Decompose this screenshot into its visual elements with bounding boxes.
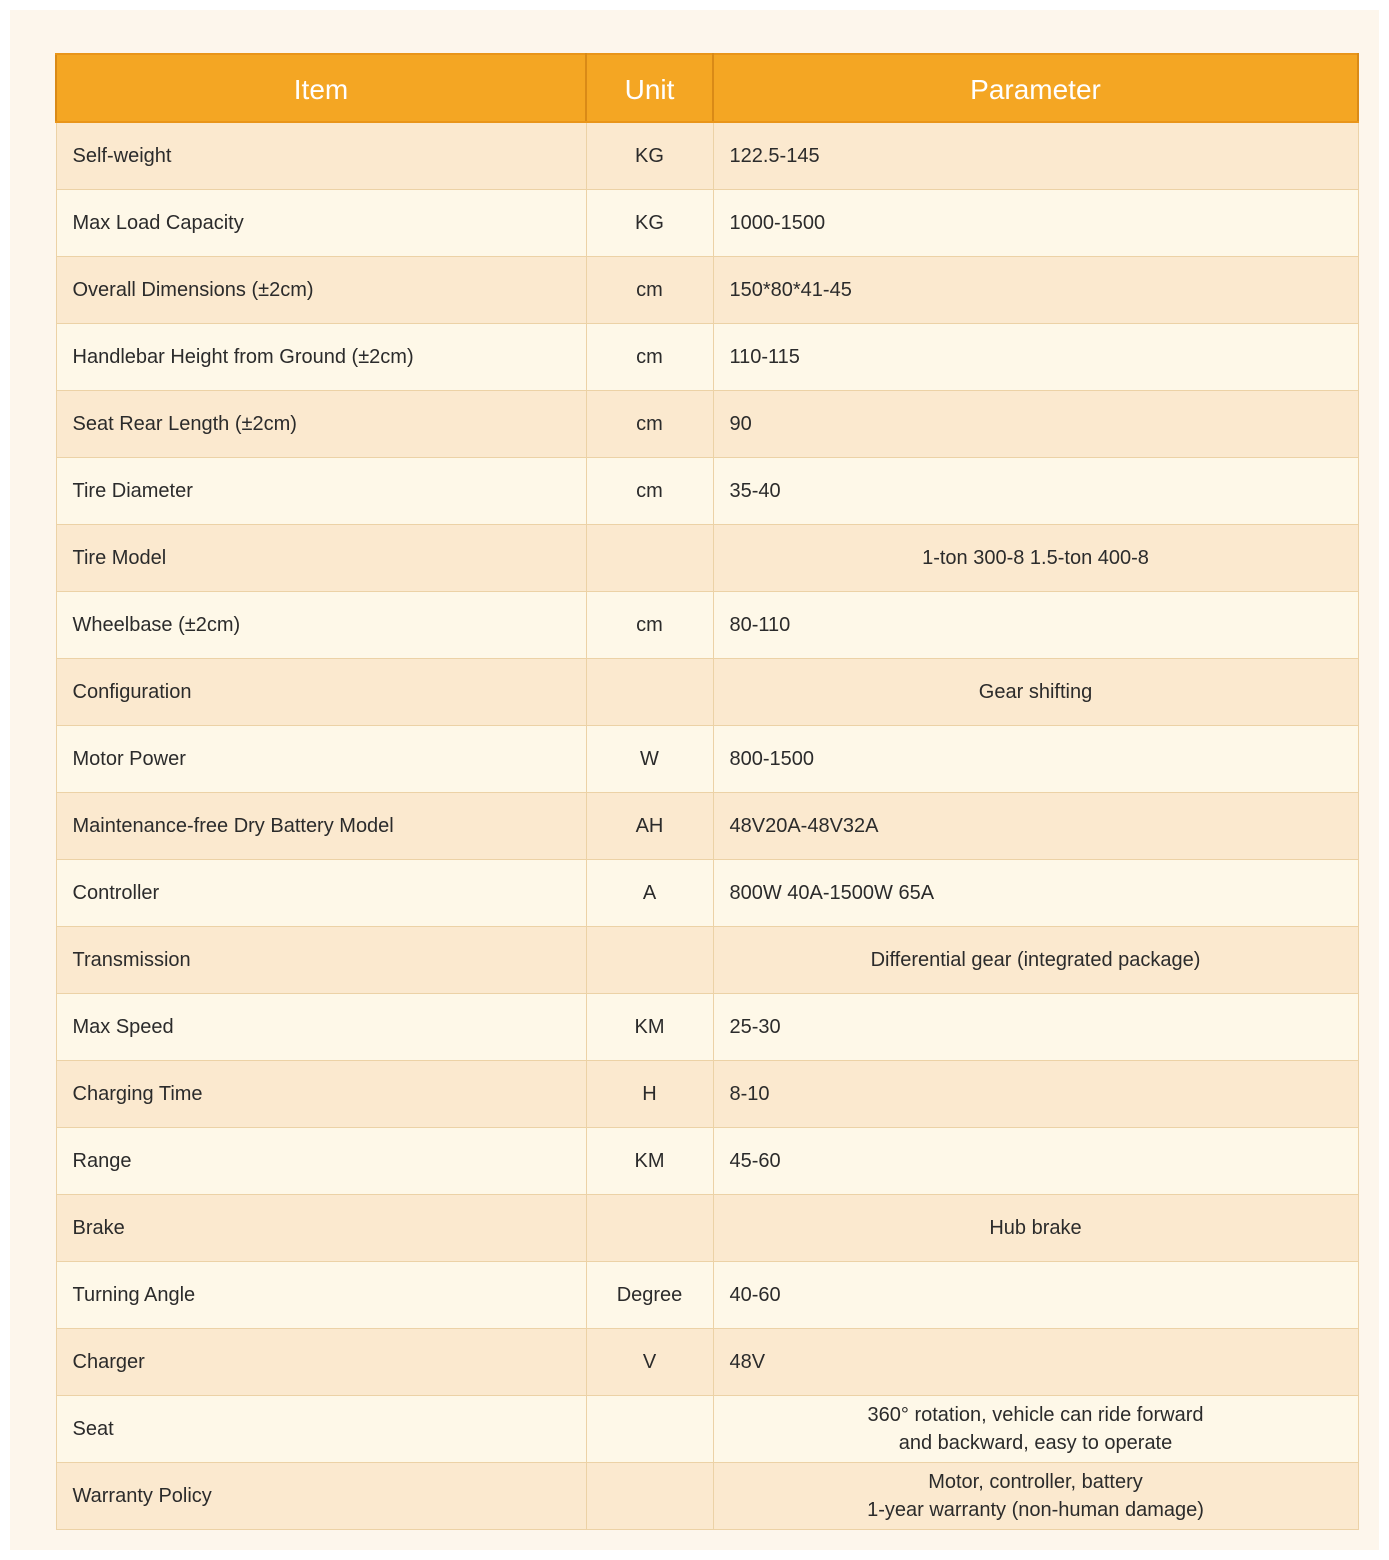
table-row [56, 524, 1358, 591]
cell-item: Range [56, 1127, 586, 1194]
cell-unit [586, 926, 713, 993]
table-row [56, 658, 1358, 725]
cell-parameter [713, 993, 1358, 1060]
cell-unit: KG [586, 122, 713, 189]
table-row [56, 591, 1358, 658]
page-background [10, 10, 1379, 1550]
spec-table [55, 53, 1359, 1530]
table-body [56, 122, 1358, 1529]
cell-unit [586, 1395, 713, 1462]
table-row [56, 1462, 1358, 1529]
parameter-line: Hub brake [989, 1216, 1082, 1239]
cell-item: Maintenance-free Dry Battery Model [56, 792, 586, 859]
cell-item: Wheelbase (±2cm) [56, 591, 586, 658]
table-row [56, 926, 1358, 993]
parameter-line: 90 [729, 412, 752, 435]
cell-unit: cm [586, 591, 713, 658]
table-row [56, 1328, 1358, 1395]
cell-item: Brake [56, 1194, 586, 1261]
header-unit: Unit [586, 54, 713, 122]
cell-parameter [713, 122, 1358, 189]
parameter-line: 45-60 [729, 1149, 781, 1172]
cell-parameter [713, 1127, 1358, 1194]
parameter-line: 35-40 [729, 479, 781, 502]
cell-item: Seat [56, 1395, 586, 1462]
table-row [56, 725, 1358, 792]
cell-parameter [713, 457, 1358, 524]
cell-parameter [713, 256, 1358, 323]
cell-parameter [713, 1462, 1358, 1529]
cell-item: Max Load Capacity [56, 189, 586, 256]
cell-parameter [713, 1261, 1358, 1328]
cell-unit: H [586, 1060, 713, 1127]
parameter-line: 110-115 [729, 345, 800, 368]
table-row [56, 859, 1358, 926]
cell-item: Self-weight [56, 122, 586, 189]
parameter-line: 48V [729, 1350, 766, 1373]
cell-item: Turning Angle [56, 1261, 586, 1328]
parameter-line: 800-1500 [729, 747, 815, 770]
cell-parameter [713, 323, 1358, 390]
cell-unit [586, 1194, 713, 1261]
cell-item: Max Speed [56, 993, 586, 1060]
header-item: Item [56, 54, 586, 122]
table-row [56, 1395, 1358, 1462]
cell-parameter [713, 792, 1358, 859]
cell-parameter [713, 1060, 1358, 1127]
parameter-line: 122.5-145 [729, 144, 820, 167]
table-row [56, 1261, 1358, 1328]
cell-unit: cm [586, 390, 713, 457]
cell-parameter [713, 390, 1358, 457]
cell-parameter [713, 658, 1358, 725]
cell-unit: KG [586, 189, 713, 256]
cell-item: Seat Rear Length (±2cm) [56, 390, 586, 457]
cell-item: Charging Time [56, 1060, 586, 1127]
parameter-line: Gear shifting [978, 680, 1093, 703]
cell-item: Handlebar Height from Ground (±2cm) [56, 323, 586, 390]
cell-unit: A [586, 859, 713, 926]
cell-item: Overall Dimensions (±2cm) [56, 256, 586, 323]
table-row [56, 792, 1358, 859]
cell-item: Transmission [56, 926, 586, 993]
cell-parameter [713, 1194, 1358, 1261]
cell-item: Tire Diameter [56, 457, 586, 524]
parameter-line: Motor, controller, battery [928, 1470, 1143, 1493]
parameter-line: 80-110 [729, 613, 791, 636]
table-row [56, 323, 1358, 390]
cell-unit: W [586, 725, 713, 792]
table-row [56, 1060, 1358, 1127]
cell-item: Controller [56, 859, 586, 926]
parameter-line: 1000-1500 [729, 211, 826, 234]
cell-unit: cm [586, 256, 713, 323]
parameter-line: 25-30 [729, 1015, 781, 1038]
parameter-line: 40-60 [729, 1283, 781, 1306]
parameter-line: Differential gear (integrated package) [870, 948, 1201, 971]
table-row [56, 1194, 1358, 1261]
table-row [56, 1127, 1358, 1194]
cell-item: Tire Model [56, 524, 586, 591]
parameter-line: 800W 40A-1500W 65A [729, 881, 935, 904]
cell-item: Motor Power [56, 725, 586, 792]
cell-unit: V [586, 1328, 713, 1395]
parameter-line: and backward, easy to operate [898, 1431, 1173, 1454]
parameter-line: 8-10 [729, 1082, 770, 1105]
cell-parameter [713, 725, 1358, 792]
table-row [56, 457, 1358, 524]
cell-unit [586, 658, 713, 725]
cell-item: Charger [56, 1328, 586, 1395]
header-row [56, 54, 1358, 122]
cell-parameter [713, 591, 1358, 658]
table-row [56, 390, 1358, 457]
cell-parameter [713, 189, 1358, 256]
parameter-line: 48V20A-48V32A [729, 814, 879, 837]
cell-item: Configuration [56, 658, 586, 725]
parameter-line: 150*80*41-45 [729, 278, 852, 301]
cell-parameter [713, 926, 1358, 993]
cell-unit [586, 524, 713, 591]
cell-parameter [713, 859, 1358, 926]
cell-unit: KM [586, 993, 713, 1060]
cell-unit: AH [586, 792, 713, 859]
table-row [56, 189, 1358, 256]
cell-item: Warranty Policy [56, 1462, 586, 1529]
parameter-line: 1-year warranty (non-human damage) [867, 1498, 1204, 1521]
table-row [56, 993, 1358, 1060]
cell-unit: cm [586, 457, 713, 524]
table-row [56, 122, 1358, 189]
cell-unit: KM [586, 1127, 713, 1194]
cell-unit [586, 1462, 713, 1529]
table-header [56, 54, 1358, 122]
cell-unit: cm [586, 323, 713, 390]
parameter-line: 1-ton 300-8 1.5-ton 400-8 [922, 546, 1149, 569]
header-parameter: Parameter [713, 54, 1358, 122]
cell-parameter [713, 1395, 1358, 1462]
parameter-line: 360° rotation, vehicle can ride forward [867, 1403, 1204, 1426]
cell-parameter [713, 1328, 1358, 1395]
cell-unit: Degree [586, 1261, 713, 1328]
table-row [56, 256, 1358, 323]
cell-parameter [713, 524, 1358, 591]
